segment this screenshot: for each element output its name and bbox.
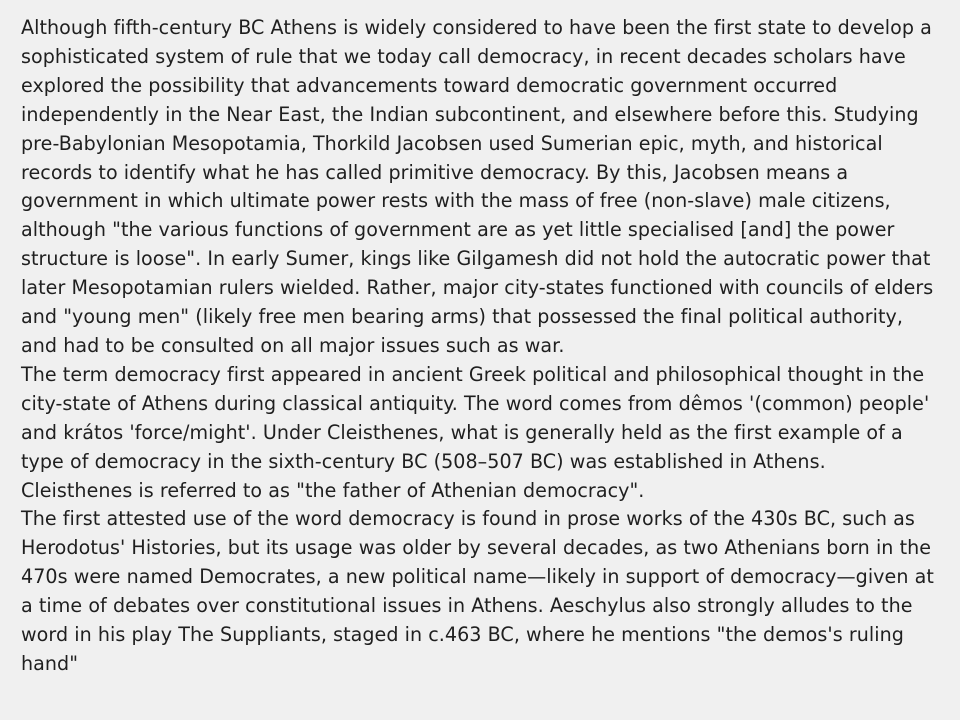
paragraph-term-origin: The term democracy first appeared in ancient Greek political and philosophical thought in the city-state of Athens during classical antiquity. The word comes from dêmos '(common) people' and krátos 'force/might'. Under Cleisthenes, what is generally held as the first example of a type of democracy in the sixth-century BC (508–507 BC) was established in Athens. Cleisthenes is referred to as "the father of Athenian democracy". xyxy=(21,362,930,502)
paragraph-first-attested-use: The first attested use of the word democracy is found in prose works of the 430s BC, such as Herodotus' Histories, but its usage was older by several decades, as two Athenians born in the 470s were named Democrates, a new political name—likely in support of democracy—given at a time of debates over constitutional issues in Athens. Aeschylus also strongly alludes to the word in his play The Suppliants, staged in c.463 BC, where he mentions "the demos's ruling hand" xyxy=(21,507,934,675)
paragraph-primitive-democracy: Although fifth-century BC Athens is widely considered to have been the first state to develop a sophisticated system of rule that we today call democracy, in recent decades scholars have explored the possibility that advancements toward democratic government occurred independently in the Near East, the Indian subcontinent, and elsewhere before this. Studying pre-Babylonian Mesopotamia, Thorkild Jacobsen used Sumerian epic, myth, and historical records to identify what he has called primitive democracy. By this, Jacobsen means a government in which ultimate power rests with the mass of free (non-slave) male citizens, although "the various functions of government are as yet little specialised [and] the power structure is loose". In early Sumer, kings like Gilgamesh did not hold the autocratic power that later Mesopotamian rulers wielded. Rather, major city-states functioned with councils of elders and "young men" (likely free men bearing arms) that possessed the final political authority, and had to be consulted on all major issues such as war. xyxy=(21,16,934,357)
